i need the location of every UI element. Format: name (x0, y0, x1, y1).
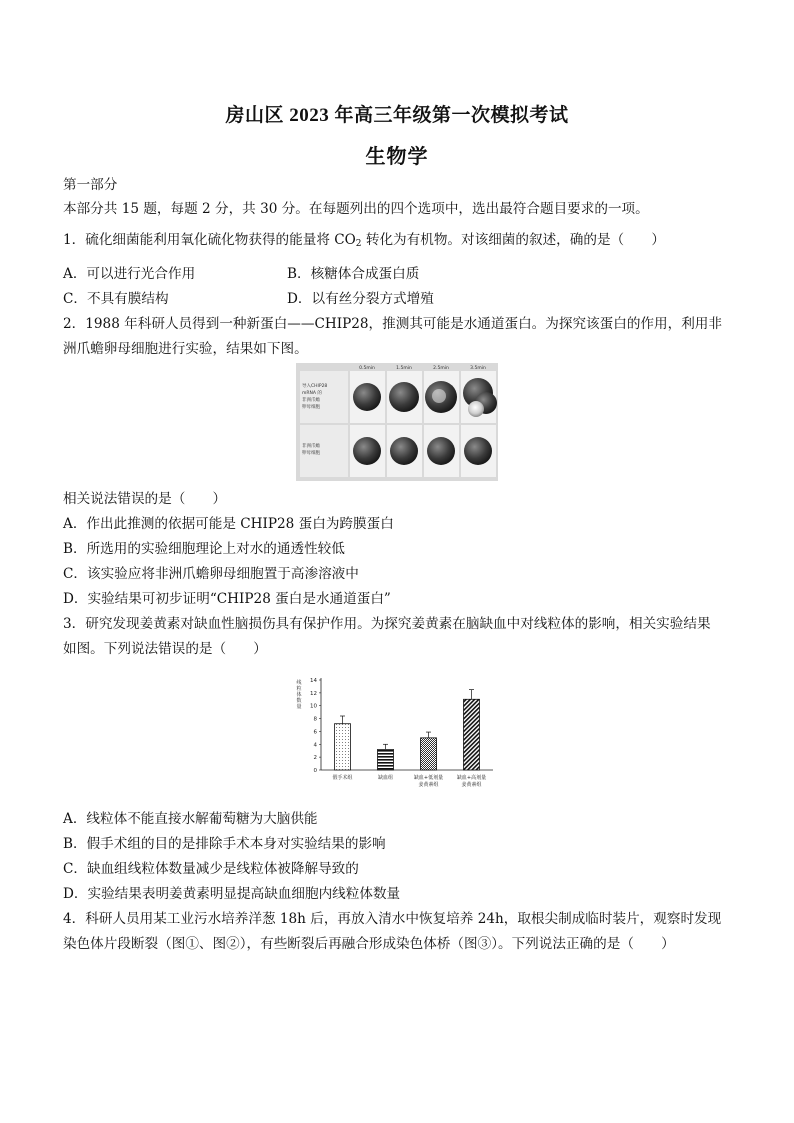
y-tick-label: 2 (313, 755, 317, 762)
y-axis-label-char: 粒 (296, 686, 302, 692)
row1-label: mRNA 的 (302, 391, 322, 396)
x-category-label: 缺血+低剂量 (413, 775, 444, 781)
q4-stem-line1: 4．科研人员用某工业污水培养洋葱 18h 后，再放入清水中恢复培养 24h，取根尖制成临时装片，观察时发现 (63, 911, 722, 927)
oocyte-image (390, 437, 418, 465)
q2-option-c[interactable]: C．该实验应将非洲爪蟾卵母细胞置于高渗溶液中 (63, 566, 359, 582)
time-label: 1.5min (396, 366, 412, 371)
q2-option-d[interactable]: D．实验结果可初步证明“CHIP28 蛋白是水通道蛋白” (63, 591, 391, 607)
q3-option-b[interactable]: B．假手术组的目的是排除手术本身对实验结果的影响 (63, 836, 386, 852)
bar (335, 724, 351, 770)
row2-label: 卵母细胞 (302, 451, 320, 456)
time-label: 3.5min (470, 366, 486, 371)
x-category-label: 缺血组 (377, 775, 394, 781)
q3-bar-chart (293, 672, 503, 798)
bar (421, 738, 437, 770)
oocyte-rupture (468, 401, 484, 417)
q3-option-d[interactable]: D．实验结果表明姜黄素明显提高缺血细胞内线粒体数量 (63, 886, 401, 902)
oocyte-swelling (432, 389, 446, 403)
q2-option-b[interactable]: B．所选用的实验细胞理论上对水的通透性较低 (63, 541, 345, 557)
y-tick-label: 8 (313, 716, 317, 723)
y-tick-label: 12 (310, 690, 317, 697)
time-label: 2.5min (433, 366, 449, 371)
oocyte-image (427, 437, 455, 465)
row1-label: 导入CHIP28 (302, 384, 328, 389)
q1-option-d[interactable]: D．以有丝分裂方式增殖 (287, 291, 434, 307)
y-tick-label: 14 (310, 678, 317, 684)
oocyte-image (353, 383, 381, 411)
q2-stem-line2: 洲爪蟾卵母细胞进行实验，结果如下图。 (63, 341, 308, 357)
q3-stem-line1: 3．研究发现姜黄素对缺血性脑损伤具有保护作用。为探究姜黄素在脑缺血中对线粒体的影响，相关实验结果 (63, 616, 711, 632)
bar (378, 749, 394, 770)
q1-option-a[interactable]: A．可以进行光合作用 (63, 266, 196, 282)
exam-title: 房山区 2023 年高三年级第一次模拟考试 (225, 105, 569, 126)
row1-label: 非洲爪蟾 (302, 398, 320, 403)
section-instructions: 本部分共 15 题，每题 2 分，共 30 分。在每题列出的四个选项中，选出最符合题目要求的一项。 (63, 201, 649, 217)
q1-option-c[interactable]: C．不具有膜结构 (63, 291, 169, 307)
q1-stem: 1．硫化细菌能利用氧化硫化物获得的能量将 $CO_2$ 转化为有机物。对该细菌的叙述，确的是（ ） (63, 232, 665, 249)
y-axis-label-char: 数 (296, 698, 302, 704)
row1-label: 卵母细胞 (302, 405, 320, 410)
q3-option-c[interactable]: C．缺血组线粒体数量减少是线粒体被降解导致的 (63, 861, 359, 877)
section-label: 第一部分 (63, 177, 118, 193)
y-axis-label-char: 线 (296, 680, 302, 686)
q2-stem-line1: 2．1988 年科研人员得到一种新蛋白——CHIP28，推测其可能是水通道蛋白。为探究该蛋白的作用，利用非 (63, 316, 722, 332)
subject-title: 生物学 (365, 146, 429, 168)
oocyte-image (353, 437, 381, 465)
y-tick-label: 10 (310, 703, 317, 710)
x-category-label: 姜黄素组 (418, 782, 439, 788)
oocyte-image (464, 437, 492, 465)
y-axis-label-char: 量 (296, 704, 302, 710)
x-category-label: 缺血+高剂量 (456, 775, 487, 781)
panel-label-cell (300, 371, 348, 423)
time-label: 0.5min (359, 366, 375, 371)
x-category-label: 假手术组 (332, 775, 353, 781)
q1-option-b[interactable]: B．核糖体合成蛋白质 (287, 266, 420, 282)
q2-oocyte-figure (296, 363, 498, 481)
y-tick-label: 6 (313, 729, 317, 736)
y-axis-label (296, 679, 301, 710)
y-tick-label: 0 (313, 768, 317, 774)
q2-option-a[interactable]: A．作出此推测的依据可能是 CHIP28 蛋白为跨膜蛋白 (63, 516, 394, 532)
row2-label: 非洲爪蟾 (302, 444, 320, 449)
y-axis-label-char: 体 (296, 692, 302, 698)
q3-stem-line2: 如图。下列说法错误的是（ ） (63, 641, 267, 657)
y-tick-label: 4 (313, 742, 317, 749)
bar (464, 699, 480, 770)
q2-question: 相关说法错误的是（ ） (63, 491, 227, 507)
q4-stem-line2: 染色体片段断裂（图①、图②），有些断裂后再融合形成染色体桥（图③）。下列说法正确的是（ ） (63, 936, 675, 952)
q3-option-a[interactable]: A．线粒体不能直接水解葡萄糖为大脑供能 (63, 811, 318, 827)
oocyte-image (389, 382, 419, 412)
x-category-label: 姜黄素组 (461, 782, 482, 788)
